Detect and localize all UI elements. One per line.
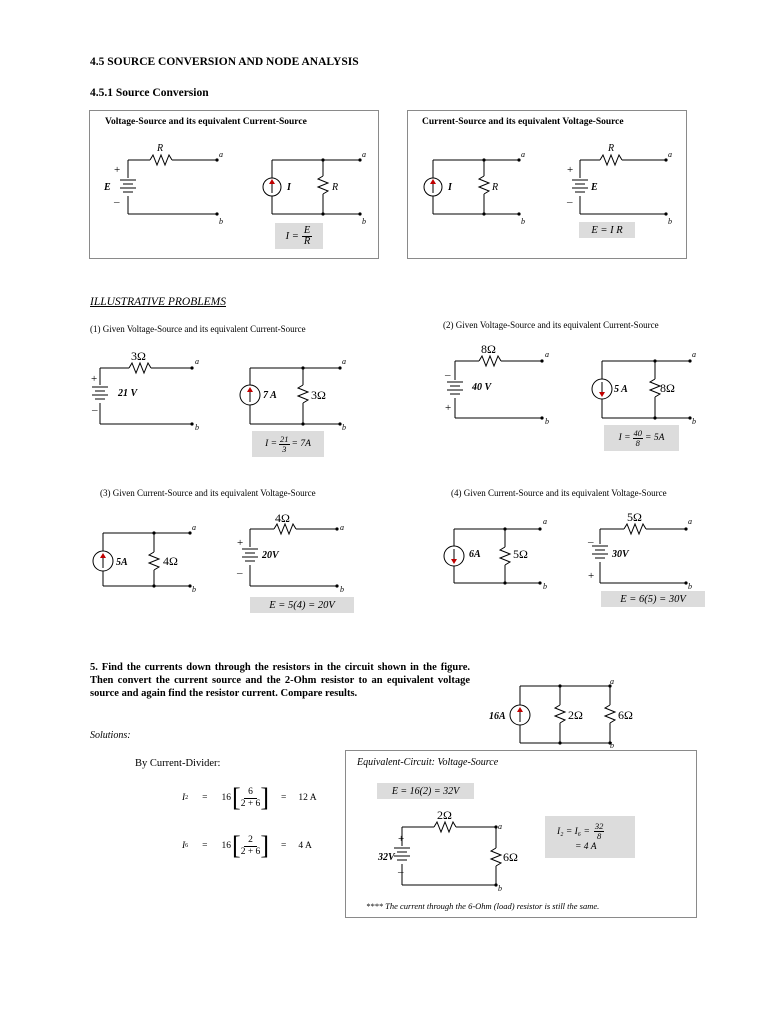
minus-sign: – bbox=[398, 866, 404, 878]
formula-numerator: 21 bbox=[280, 433, 289, 444]
p2-voltage-label: 40 V bbox=[472, 382, 492, 393]
problem-1-caption: (1) Given Voltage-Source and its equivalent Current-Source bbox=[90, 324, 306, 334]
eq-result: 4 A bbox=[298, 841, 312, 851]
formula-denominator: R bbox=[303, 235, 311, 247]
eq-numerator: 2 bbox=[244, 835, 257, 847]
plus-sign: + bbox=[91, 373, 98, 385]
equiv-r1-label: 2Ω bbox=[437, 808, 452, 822]
terminal-b: b bbox=[340, 585, 344, 594]
terminal-b: b bbox=[192, 585, 196, 594]
p4-current-label: 6A bbox=[469, 549, 481, 560]
equiv-voltage-label: 32V bbox=[378, 852, 395, 863]
problem-4-caption: (4) Given Current-Source and its equivalent Voltage-Source bbox=[451, 488, 667, 498]
p1-resistor-label: 3Ω bbox=[131, 349, 146, 363]
plus-sign: + bbox=[445, 402, 452, 414]
terminal-a: a bbox=[692, 350, 696, 359]
p5-source-label: 16A bbox=[489, 711, 506, 722]
p2-current-label: 5 A bbox=[614, 384, 628, 395]
plus-sign: + bbox=[237, 537, 244, 549]
terminal-b: b bbox=[498, 884, 502, 893]
p4-voltage-label: 30V bbox=[612, 549, 629, 560]
eq-coefficient: 16 bbox=[221, 841, 232, 851]
formula-lhs: I = bbox=[618, 433, 631, 443]
section-subheading: 4.5.1 Source Conversion bbox=[90, 87, 209, 99]
terminal-b: b bbox=[195, 423, 199, 432]
p1-voltage-label: 21 V bbox=[118, 388, 138, 399]
p2-resistor-label: 8Ω bbox=[481, 342, 496, 356]
eq-sign: = bbox=[280, 841, 287, 851]
plus-sign: + bbox=[398, 833, 405, 845]
p5-r1-label: 2Ω bbox=[568, 708, 583, 722]
p4-formula: E = 6(5) = 30V bbox=[601, 591, 705, 607]
eq-subscript: 2 bbox=[185, 795, 189, 801]
eq-coefficient: 16 bbox=[221, 793, 232, 803]
terminal-b: b bbox=[362, 217, 366, 226]
p4-resistor-label-2: 5Ω bbox=[627, 510, 642, 524]
minus-sign: – bbox=[237, 567, 243, 579]
formula-denominator: 3 bbox=[282, 443, 287, 454]
terminal-a: a bbox=[192, 523, 196, 532]
formula-e-equals-ir: E = I R bbox=[579, 222, 635, 238]
resistor-label: R bbox=[157, 143, 164, 154]
formula-denominator: 8 bbox=[635, 437, 640, 448]
problem-2-caption: (2) Given Voltage-Source and its equivalent Current-Source bbox=[443, 320, 659, 330]
terminal-a: a bbox=[521, 150, 525, 159]
eq-denominator: 2 + 6 bbox=[240, 846, 261, 857]
problem-5-text: 5. Find the currents down through the resistors in the circuit shown in the figure. Then convert the current source and the 2-Ohm resistor to an equivalent voltage source and again find the resistor current. Compare results. bbox=[90, 662, 470, 699]
resistor-label: R bbox=[492, 182, 499, 193]
formula-numerator: 32 bbox=[594, 821, 604, 831]
equiv-formula: E = 16(2) = 32V bbox=[377, 783, 474, 799]
formula-rhs: = 5A bbox=[645, 433, 665, 443]
p1-resistor-label-2: 3Ω bbox=[311, 388, 326, 402]
resistor-label: R bbox=[332, 182, 339, 193]
terminal-a: a bbox=[340, 523, 344, 532]
eq-sign: = bbox=[280, 793, 287, 803]
current-label: I bbox=[448, 182, 452, 193]
p5-r2-label: 6Ω bbox=[618, 708, 633, 722]
solutions-label: Solutions: bbox=[90, 730, 131, 741]
terminal-a: a bbox=[688, 517, 692, 526]
plus-sign: + bbox=[567, 164, 574, 176]
formula-numerator: 40 bbox=[633, 427, 643, 438]
by-current-divider-label: By Current-Divider: bbox=[135, 758, 221, 769]
minus-sign: – bbox=[445, 369, 451, 381]
terminal-b: b bbox=[692, 417, 696, 426]
terminal-b: b bbox=[219, 217, 223, 226]
box-title: Voltage-Source and its equivalent Current-Source bbox=[105, 117, 307, 127]
p4-resistor-label: 5Ω bbox=[513, 547, 528, 561]
voltage-label: E bbox=[591, 182, 598, 193]
p3-resistor-label: 4Ω bbox=[163, 554, 178, 568]
minus-sign: – bbox=[588, 536, 594, 548]
voltage-label: E bbox=[104, 182, 111, 193]
terminal-a: a bbox=[543, 517, 547, 526]
formula-lhs: I₂ = I₆ = bbox=[557, 826, 590, 837]
eq-sign: = bbox=[202, 841, 208, 851]
eq-sign: = bbox=[202, 793, 208, 803]
formula-numerator: E bbox=[303, 224, 311, 236]
equiv-title: Equivalent-Circuit: Voltage-Source bbox=[357, 757, 499, 768]
box-title: Current-Source and its equivalent Voltage-Source bbox=[422, 117, 624, 127]
terminal-b: b bbox=[545, 417, 549, 426]
p3-voltage-label: 20V bbox=[262, 550, 279, 561]
minus-sign: – bbox=[567, 196, 573, 208]
eq-symbol: I bbox=[182, 841, 186, 851]
plus-sign: + bbox=[114, 164, 121, 176]
terminal-a: a bbox=[219, 150, 223, 159]
formula-rhs: = 7A bbox=[291, 439, 311, 449]
p2-resistor-label-2: 8Ω bbox=[660, 381, 675, 395]
terminal-a: a bbox=[342, 357, 346, 366]
p3-current-label: 5A bbox=[116, 557, 128, 568]
p3-formula: E = 5(4) = 20V bbox=[250, 597, 354, 613]
terminal-b: b bbox=[342, 423, 346, 432]
formula-lhs: I = bbox=[285, 230, 299, 242]
terminal-a: a bbox=[610, 677, 614, 686]
terminal-b: b bbox=[668, 217, 672, 226]
formula-denominator: 8 bbox=[597, 831, 602, 841]
terminal-b: b bbox=[610, 741, 614, 750]
terminal-a: a bbox=[668, 150, 672, 159]
formula-lhs: I = bbox=[265, 439, 278, 449]
terminal-a: a bbox=[545, 350, 549, 359]
eq-numerator: 6 bbox=[244, 787, 257, 799]
equiv-r2-label: 6Ω bbox=[503, 850, 518, 864]
eq-result: 12 A bbox=[298, 793, 317, 803]
formula-result: = 4 A bbox=[575, 842, 597, 852]
p3-resistor-label-2: 4Ω bbox=[275, 511, 290, 525]
terminal-b: b bbox=[521, 217, 525, 226]
minus-sign: – bbox=[92, 404, 98, 416]
terminal-a: a bbox=[498, 822, 502, 831]
eq-i2: I 2 = 16 [ $\frac{6}{2 + 6}$ ] = 12 A bbox=[182, 783, 317, 812]
problem-3-caption: (3) Given Current-Source and its equivalent Voltage-Source bbox=[100, 488, 316, 498]
terminal-b: b bbox=[543, 582, 547, 591]
equiv-note: **** The current through the 6-Ohm (load) resistor is still the same. bbox=[366, 901, 600, 911]
eq-i6: I 6 = 16 [ $\frac{2}{2 + 6}$ ] = 4 A bbox=[182, 831, 312, 860]
minus-sign: – bbox=[114, 196, 120, 208]
plus-sign: + bbox=[588, 570, 595, 582]
eq-symbol: I bbox=[182, 793, 186, 803]
illustrative-title: ILLUSTRATIVE PROBLEMS bbox=[90, 296, 226, 308]
terminal-a: a bbox=[195, 357, 199, 366]
terminal-b: b bbox=[688, 582, 692, 591]
eq-denominator: 2 + 6 bbox=[240, 798, 261, 809]
current-label: I bbox=[287, 182, 291, 193]
eq-subscript: 6 bbox=[185, 843, 189, 849]
terminal-a: a bbox=[362, 150, 366, 159]
page-title: 4.5 SOURCE CONVERSION AND NODE ANALYSIS bbox=[90, 56, 359, 68]
p1-current-label: 7 A bbox=[263, 390, 277, 401]
resistor-label: R bbox=[608, 143, 615, 154]
